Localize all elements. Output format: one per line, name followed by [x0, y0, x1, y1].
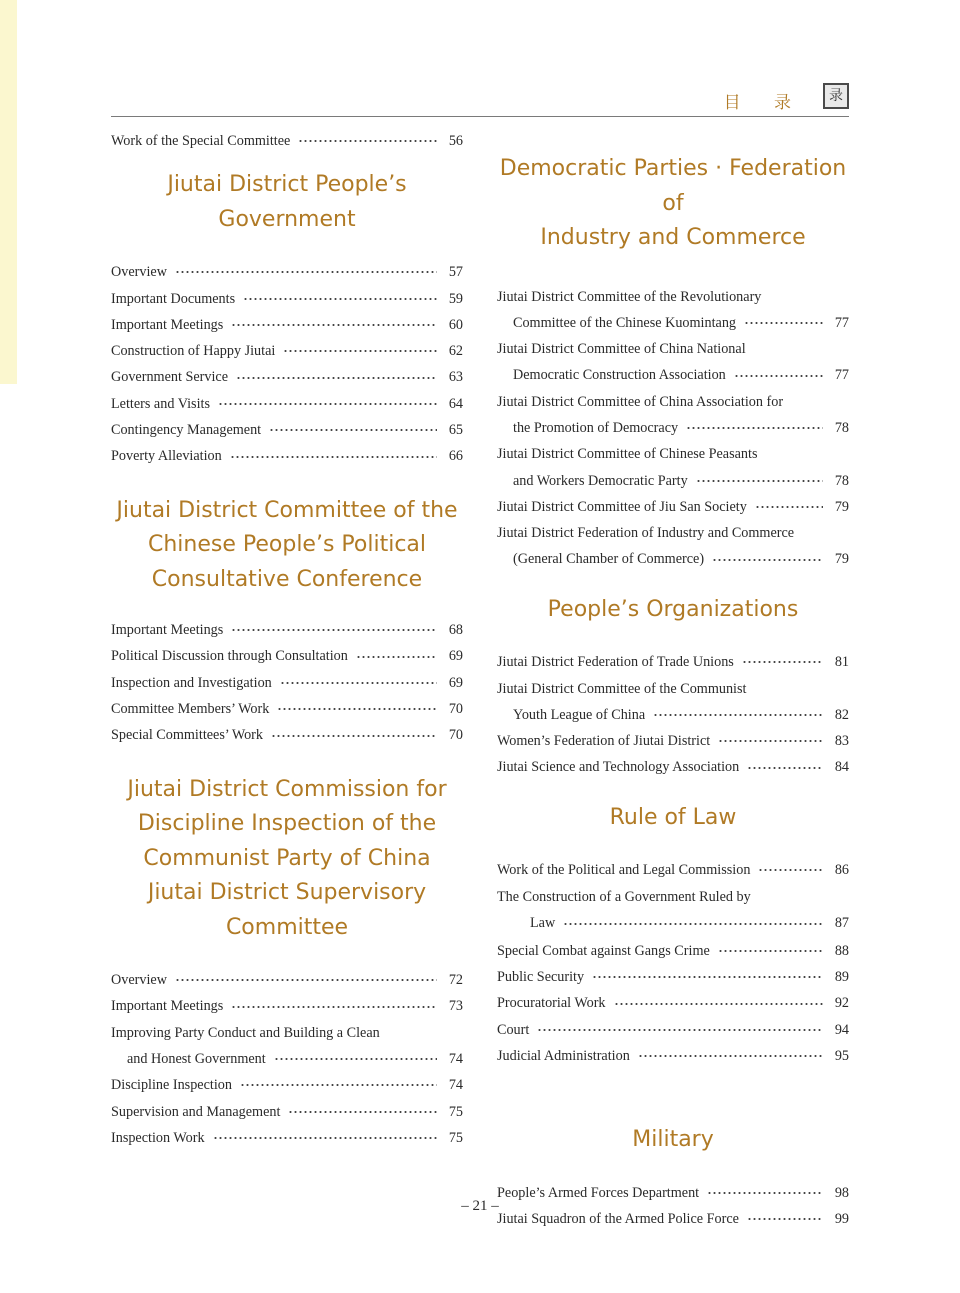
- toc-entry[interactable]: [111, 286, 463, 312]
- toc-page-number: 68: [448, 622, 463, 639]
- toc-page-number: 75: [448, 1103, 463, 1120]
- toc-entry[interactable]: [497, 520, 849, 546]
- toc-entry[interactable]: [497, 415, 849, 441]
- toc-page-number: 60: [448, 316, 463, 333]
- toc-entry-label: Special Combat against Gangs Crime: [497, 942, 710, 959]
- toc-entry[interactable]: [111, 128, 463, 154]
- toc-entry-label: Democratic Construction Association: [513, 367, 726, 384]
- toc-entry[interactable]: [111, 443, 463, 469]
- toc-page-number: 77: [834, 314, 849, 331]
- dot-leader: [277, 704, 437, 714]
- section-title-line: Industry and Commerce: [540, 225, 806, 250]
- dot-leader: [280, 678, 437, 688]
- toc-page-number: 78: [834, 419, 849, 436]
- toc-entry-label: Important Meetings: [111, 316, 224, 333]
- toc-entry[interactable]: [497, 362, 849, 388]
- dot-leader: [638, 1051, 823, 1061]
- toc-entry[interactable]: [497, 494, 849, 520]
- section-title-line: Committee: [225, 914, 349, 940]
- toc-entry[interactable]: [111, 1099, 463, 1125]
- toc-page-number: 89: [834, 969, 849, 986]
- toc-page-number: 59: [448, 290, 463, 307]
- dot-leader: [747, 1214, 823, 1224]
- toc-page-number: 63: [448, 369, 463, 386]
- toc-entry-label: Poverty Alleviation: [111, 448, 222, 465]
- book-logo-icon: 录: [823, 83, 849, 109]
- toc-entry[interactable]: [497, 964, 849, 990]
- toc-entry[interactable]: [111, 417, 463, 443]
- toc-page-number: 56: [448, 133, 463, 149]
- section-title-line: Military: [632, 1127, 714, 1153]
- dot-leader: [734, 371, 823, 381]
- toc-entry[interactable]: [111, 312, 463, 338]
- toc-entry-label: Inspection and Investigation: [111, 674, 272, 691]
- dot-leader: [240, 1080, 437, 1090]
- toc-entry[interactable]: [497, 546, 849, 572]
- header-title: 目 录: [723, 93, 805, 113]
- section-title-line: Communist Party of China: [143, 845, 431, 871]
- toc-entry[interactable]: [497, 284, 849, 310]
- toc-page-number: 73: [448, 998, 463, 1015]
- toc-entry[interactable]: [111, 670, 463, 696]
- toc-page-number: 87: [834, 914, 849, 931]
- toc-entry-label: Inspection Work: [111, 1129, 205, 1146]
- toc-entry-label: Contingency Management: [111, 422, 262, 439]
- toc-entry-label: Court: [497, 1021, 530, 1038]
- toc-page-number: 78: [834, 472, 849, 489]
- toc-page-number: 70: [448, 727, 463, 744]
- section-title: [497, 152, 849, 256]
- toc-entry-label: Special Committees’ Work: [111, 727, 264, 744]
- toc-page-number: 75: [448, 1129, 463, 1146]
- dot-leader: [236, 373, 437, 383]
- dot-leader: [243, 294, 437, 304]
- toc-entry-label: Procuratorial Work: [497, 995, 606, 1012]
- toc-entry-label: Jiutai Squadron of the Armed Police Force: [497, 1211, 739, 1228]
- toc-entry[interactable]: [497, 310, 849, 336]
- toc-entry-label: Government Service: [111, 369, 229, 386]
- toc-page-number: 64: [448, 395, 463, 412]
- toc-page-number: 65: [448, 422, 463, 439]
- dot-leader: [175, 267, 437, 277]
- toc-entry-label: (General Chamber of Commerce): [513, 551, 705, 568]
- toc-entry-label: Jiutai District Committee of China Association for: [497, 393, 784, 410]
- toc-entry-label: Work of the Political and Legal Commission: [497, 862, 751, 879]
- dot-leader: [283, 346, 437, 356]
- toc-page-number: 62: [448, 343, 463, 360]
- toc-entry-label: Supervision and Management: [111, 1103, 281, 1120]
- toc-entry[interactable]: [497, 728, 849, 754]
- toc-page-number: 79: [834, 498, 849, 515]
- toc-entry[interactable]: [111, 391, 463, 417]
- toc-page-number: 72: [448, 972, 463, 989]
- toc-entry[interactable]: [111, 1072, 463, 1098]
- toc-entry-label: Work of the Special Committee: [111, 133, 291, 149]
- dot-leader: [718, 946, 823, 956]
- toc-page-number: 74: [448, 1077, 463, 1094]
- toc-page-number: 99: [834, 1211, 849, 1228]
- toc-entry[interactable]: [497, 1043, 849, 1069]
- toc-page-number: 69: [448, 648, 463, 665]
- toc-entry-label: Improving Party Conduct and Building a Clean: [111, 1024, 380, 1041]
- toc-page-number: 95: [834, 1048, 849, 1065]
- section-title: [497, 593, 849, 628]
- section-title-line: Government: [218, 206, 356, 232]
- toc-entry[interactable]: [497, 441, 849, 467]
- toc-entry-label: Construction of Happy Jiutai: [111, 343, 276, 360]
- dot-leader: [653, 710, 823, 720]
- toc-entry-label: Judicial Administration: [497, 1048, 630, 1065]
- toc-page-number: 92: [834, 995, 849, 1012]
- dot-leader: [231, 320, 437, 330]
- toc-left-column: [111, 128, 463, 1151]
- toc-entry-label: Women’s Federation of Jiutai District: [497, 733, 711, 750]
- toc-page-number: 77: [834, 367, 849, 384]
- toc-entry-label: Political Discussion through Consultation: [111, 648, 348, 665]
- toc-entry-label: and Honest Government: [127, 1051, 266, 1068]
- toc-page-number: 86: [834, 862, 849, 879]
- toc-entry[interactable]: [497, 676, 849, 702]
- dot-leader: [537, 1025, 823, 1035]
- toc-right-column: [497, 152, 849, 1232]
- dot-leader: [592, 972, 823, 982]
- toc-entry[interactable]: [111, 1020, 463, 1046]
- toc-page-number: 88: [834, 942, 849, 959]
- toc-entry[interactable]: [497, 754, 849, 780]
- section-title: [497, 1123, 849, 1158]
- toc-entry[interactable]: [111, 967, 463, 993]
- dot-leader: [298, 136, 437, 146]
- toc-entry-label: The Construction of a Government Ruled by: [497, 888, 751, 905]
- section-title-line: Consultative Conference: [151, 566, 423, 592]
- side-color-strip: [0, 0, 17, 384]
- dot-leader: [696, 476, 823, 486]
- toc-entry-label: Important Meetings: [111, 998, 224, 1015]
- toc-entry-label: Jiutai District Federation of Industry and Commerce: [497, 525, 795, 542]
- dot-leader: [747, 763, 823, 773]
- dot-leader: [231, 1002, 437, 1012]
- toc-entry[interactable]: [497, 702, 849, 728]
- toc-page-number: 69: [448, 674, 463, 691]
- toc-page-number: 70: [448, 701, 463, 718]
- section-title: [497, 801, 849, 836]
- dot-leader: [742, 657, 823, 667]
- toc-entry[interactable]: [497, 938, 849, 964]
- toc-entry-label: Jiutai District Federation of Trade Unions: [497, 654, 734, 671]
- toc-entry-label: Committee of the Chinese Kuomintang: [513, 314, 737, 331]
- dot-leader: [712, 555, 823, 565]
- toc-entry-label: the Promotion of Democracy: [513, 419, 679, 436]
- toc-entry-label: Overview: [111, 264, 167, 281]
- section-title: [111, 494, 463, 598]
- dot-leader: [718, 736, 823, 746]
- toc-entry-label: Discipline Inspection: [111, 1077, 232, 1094]
- section-title-line: People’s Organizations: [547, 596, 799, 622]
- toc-entry[interactable]: [497, 649, 849, 675]
- toc-page-number: 79: [834, 551, 849, 568]
- dot-leader: [686, 423, 823, 433]
- toc-page-number: 57: [448, 264, 463, 281]
- toc-entry-label: Law: [530, 914, 556, 931]
- toc-entry-label: People’s Armed Forces Department: [497, 1184, 700, 1201]
- toc-entry-label: Jiutai District Committee of Jiu San Society: [497, 498, 747, 515]
- dot-leader: [213, 1133, 437, 1143]
- section-title-line: Jiutai District People’s: [167, 172, 407, 198]
- toc-entry[interactable]: [497, 336, 849, 362]
- dot-leader: [230, 452, 437, 462]
- toc-entry[interactable]: [111, 259, 463, 285]
- toc-page-number: 94: [834, 1021, 849, 1038]
- toc-entry[interactable]: [497, 910, 849, 938]
- dot-leader: [758, 865, 823, 875]
- toc-entry-label: Jiutai District Committee of Chinese Peasants: [497, 446, 758, 463]
- toc-entry[interactable]: [111, 643, 463, 669]
- toc-entry[interactable]: [111, 364, 463, 390]
- toc-entry[interactable]: [111, 696, 463, 722]
- page-number: – 21 –: [461, 1198, 499, 1214]
- dot-leader: [269, 425, 437, 435]
- toc-entry[interactable]: [497, 884, 849, 910]
- toc-page-number: 84: [834, 759, 849, 776]
- dot-leader: [271, 731, 437, 741]
- toc-entry[interactable]: [497, 857, 849, 883]
- dot-leader: [707, 1188, 823, 1198]
- toc-entry[interactable]: [111, 993, 463, 1019]
- toc-entry-label: and Workers Democratic Party: [513, 472, 688, 489]
- section-title-line: Jiutai District Committee of the: [116, 497, 458, 523]
- dot-leader: [563, 919, 823, 929]
- toc-entry-label: Important Documents: [111, 290, 236, 307]
- page-header: [111, 86, 849, 117]
- section-title-line: Democratic Parties · Federation of: [499, 156, 847, 216]
- dot-leader: [231, 625, 437, 635]
- toc-entry-label: Important Meetings: [111, 622, 224, 639]
- toc-entry[interactable]: [111, 338, 463, 364]
- section-title-line: Rule of Law: [609, 804, 737, 830]
- toc-entry[interactable]: [497, 1017, 849, 1043]
- section-title-line: Discipline Inspection of the: [137, 811, 437, 837]
- toc-entry-label: Jiutai Science and Technology Association: [497, 759, 740, 776]
- toc-entry[interactable]: [111, 1046, 463, 1072]
- section-title: [111, 168, 463, 237]
- toc-entry-label: Public Security: [497, 969, 585, 986]
- section-title-line: Chinese People’s Political: [147, 532, 427, 558]
- section-title: [111, 773, 463, 946]
- section-title-line: Jiutai District Supervisory: [147, 880, 427, 906]
- toc-entry[interactable]: [497, 990, 849, 1016]
- dot-leader: [755, 502, 823, 512]
- toc-page-number: 66: [448, 448, 463, 465]
- toc-entry[interactable]: [111, 617, 463, 643]
- toc-entry-label: Jiutai District Committee of the Communist: [497, 680, 747, 697]
- toc-page-number: 82: [834, 706, 849, 723]
- toc-entry-label: Overview: [111, 972, 167, 989]
- dot-leader: [274, 1054, 437, 1064]
- toc-entry[interactable]: [111, 1125, 463, 1151]
- dot-leader: [744, 318, 823, 328]
- toc-entry[interactable]: [111, 722, 463, 748]
- dot-leader: [218, 399, 437, 409]
- toc-entry-label: Committee Members’ Work: [111, 701, 270, 718]
- toc-entry-label: Letters and Visits: [111, 395, 210, 412]
- toc-entry-label: Jiutai District Committee of China National: [497, 341, 746, 358]
- toc-page-number: 74: [448, 1051, 463, 1068]
- toc-entry-label: Youth League of China: [513, 706, 646, 723]
- toc-entry-label: Jiutai District Committee of the Revolutionary: [497, 288, 762, 305]
- dot-leader: [614, 999, 823, 1009]
- dot-leader: [175, 975, 437, 985]
- section-title-line: Jiutai District Commission for: [127, 776, 447, 802]
- dot-leader: [356, 652, 437, 662]
- dot-leader: [288, 1107, 437, 1117]
- toc-page-number: 98: [834, 1184, 849, 1201]
- toc-page-number: 81: [834, 654, 849, 671]
- toc-entry[interactable]: [497, 468, 849, 494]
- toc-entry[interactable]: [497, 389, 849, 415]
- toc-page-number: 83: [834, 733, 849, 750]
